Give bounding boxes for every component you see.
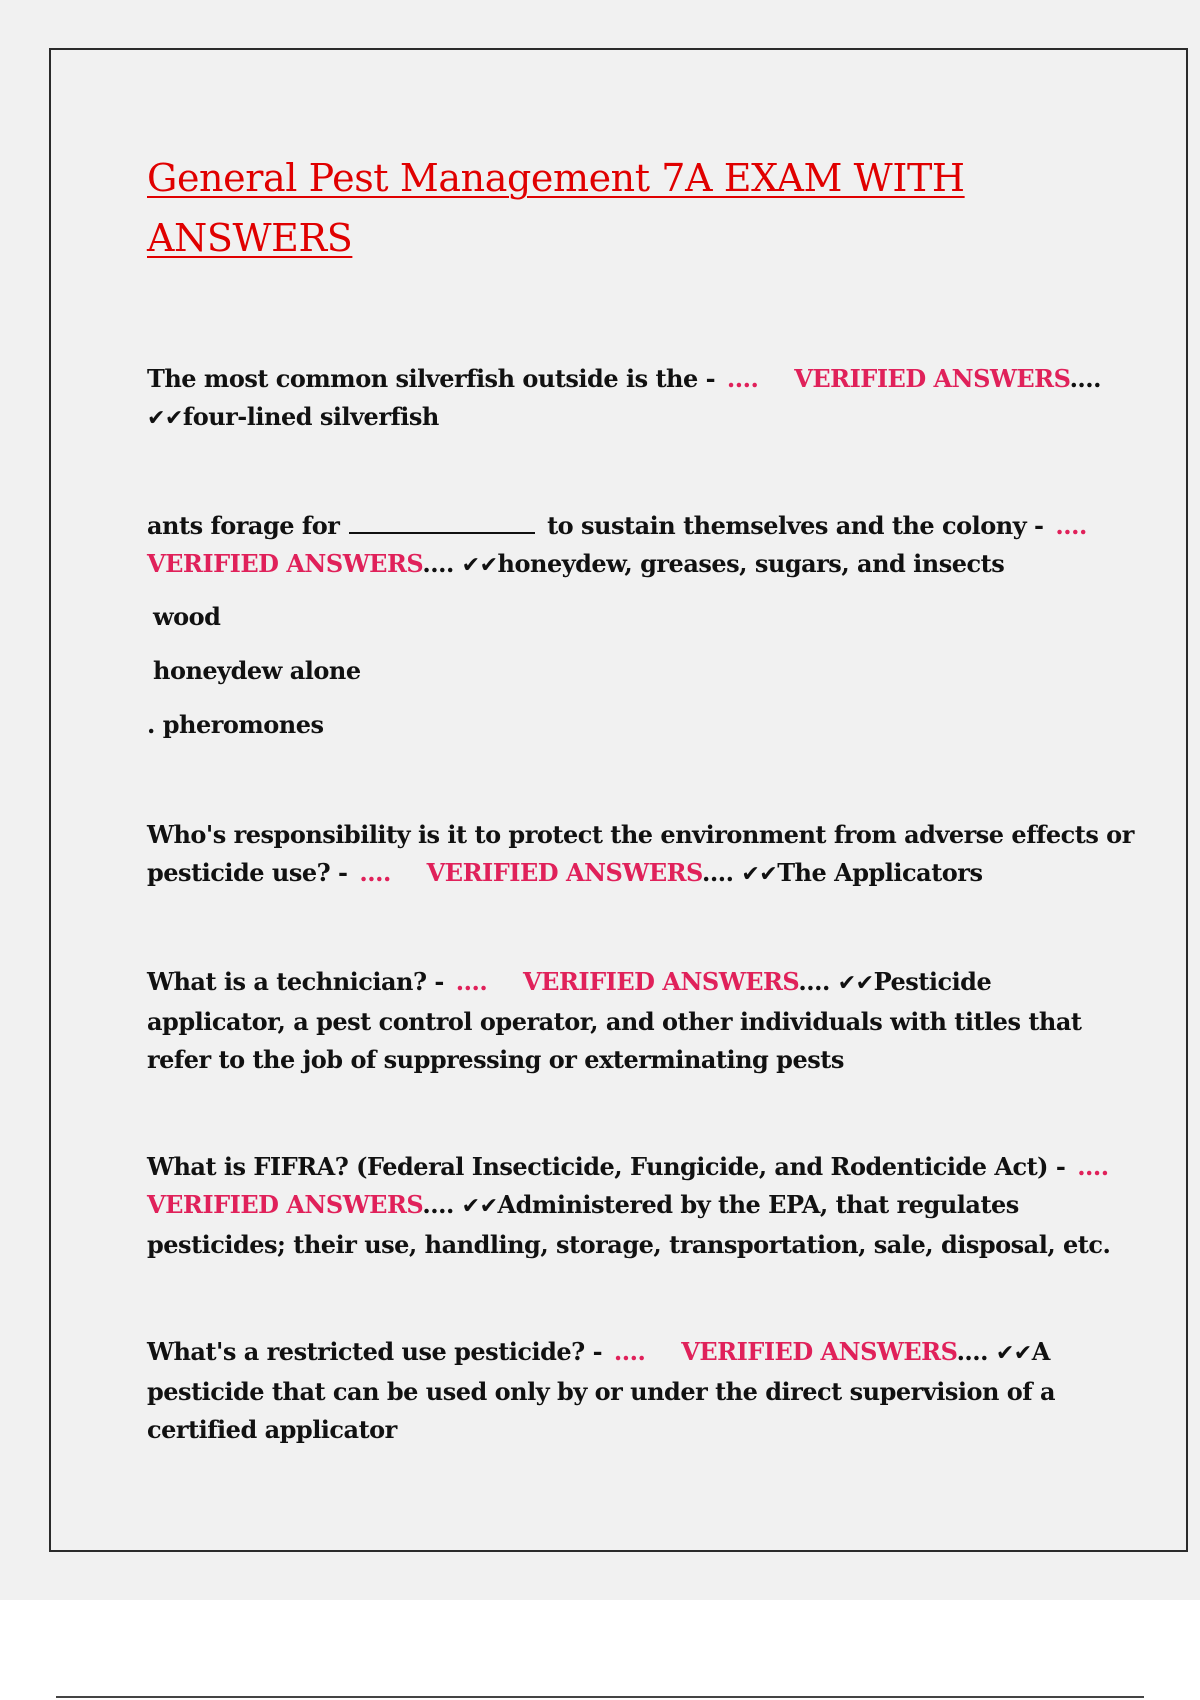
question-text: What's a restricted use pesticide? -	[147, 1337, 603, 1366]
qa-item-5	[147, 1148, 1137, 1264]
answer-text: The Applicators	[777, 858, 983, 887]
answer-text: Pesticide applicator, a pest control operator, and other individuals with titles that refer to the job of suppressing or exterminating pests	[147, 967, 1082, 1074]
checkmark-icon: ✔✔	[995, 1341, 1032, 1366]
answer-text: Administered by the EPA, that regulates pesticides; their use, handling, storage, transportation, sale, disposal, etc.	[147, 1190, 1111, 1259]
page-title: General Pest Management 7A EXAM WITH ANSWERS	[147, 156, 965, 260]
dots-separator: ....	[1069, 364, 1101, 393]
document-page	[49, 48, 1188, 1552]
answer-text: A pesticide that can be used only by or under the direct supervision of a certified applicator	[147, 1337, 1056, 1444]
question-text: What is a technician? -	[147, 967, 444, 996]
qa-item-3	[147, 816, 1137, 894]
fill-in-blank	[349, 508, 535, 534]
checkmark-icon: ✔✔	[147, 406, 183, 431]
answer-text: four-lined silverfish	[182, 402, 439, 431]
dots-separator: ....	[613, 1337, 646, 1366]
question-text: to sustain themselves and the colony -	[547, 511, 1044, 540]
verified-label: VERIFIED ANSWERS	[523, 967, 799, 996]
question-text: ants forage for	[147, 511, 340, 540]
dots-separator: ....	[359, 858, 391, 887]
verified-label: VERIFIED ANSWERS	[426, 858, 703, 887]
next-page-area	[0, 1600, 1200, 1700]
dots-separator: ....	[422, 1190, 454, 1219]
verified-label: VERIFIED ANSWERS	[147, 549, 423, 578]
qa-item-1	[147, 360, 1137, 438]
verified-label: VERIFIED ANSWERS	[147, 1190, 423, 1219]
option-item: honeydew alone	[153, 656, 361, 685]
question-text: The most common silverfish outside is the -	[147, 364, 716, 393]
checkmark-icon: ✔✔	[741, 862, 778, 887]
option-item: wood	[153, 602, 221, 631]
checkmark-icon: ✔✔	[837, 971, 874, 996]
verified-label: VERIFIED ANSWERS	[794, 364, 1070, 393]
page-divider	[56, 1696, 1144, 1698]
qa-item-4	[147, 963, 1137, 1079]
dots-separator: ....	[702, 858, 734, 887]
dots-separator: ....	[726, 364, 759, 393]
answer-text: honeydew, greases, sugars, and insects	[497, 549, 1005, 578]
dots-separator: ....	[798, 967, 830, 996]
dots-separator: ....	[1055, 511, 1087, 540]
checkmark-icon: ✔✔	[461, 1194, 498, 1219]
dots-separator: ....	[956, 1337, 988, 1366]
checkmark-icon: ✔✔	[461, 553, 498, 578]
option-item: . pheromones	[147, 710, 324, 739]
qa-item-2	[147, 507, 1137, 585]
verified-label: VERIFIED ANSWERS	[681, 1337, 957, 1366]
question-text: What is FIFRA? (Federal Insecticide, Fungicide, and Rodenticide Act) -	[147, 1152, 1066, 1181]
question-text: Who's responsibility is it to protect the environment from adverse effects or pesticide use? -	[147, 820, 1134, 887]
dots-separator: ....	[455, 967, 488, 996]
dots-separator: ....	[422, 549, 454, 578]
qa-item-6	[147, 1333, 1137, 1449]
dots-separator: ....	[1077, 1152, 1109, 1181]
